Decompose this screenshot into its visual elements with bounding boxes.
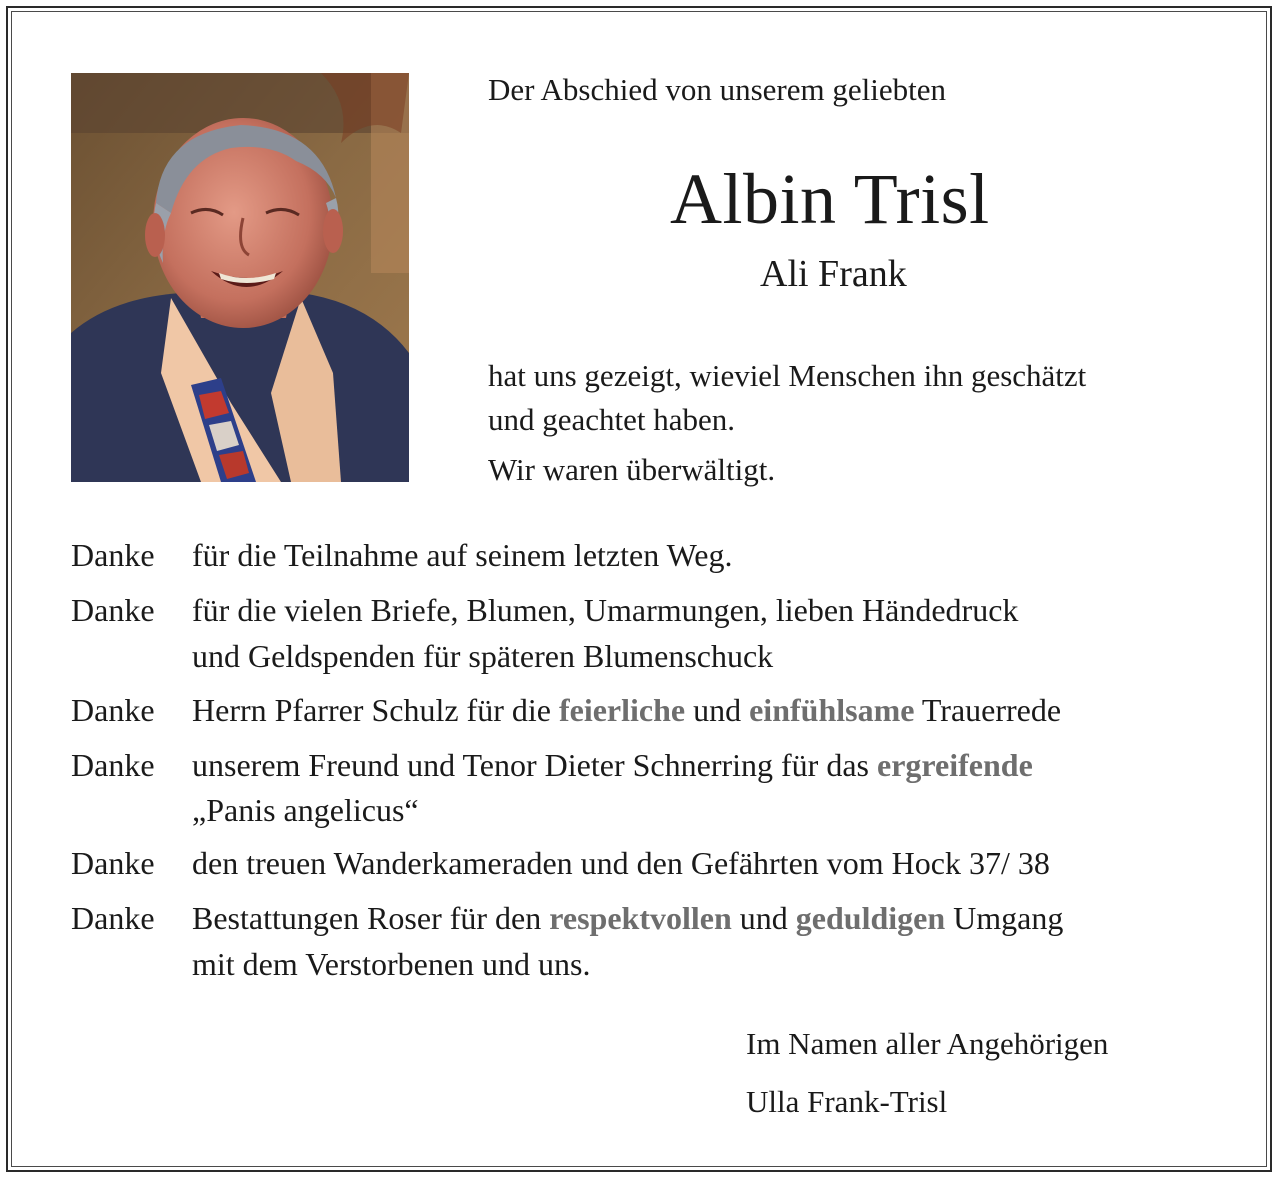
nickname: Ali Frank: [760, 253, 907, 295]
thanks-4-highlight-1: ergreifende: [876, 747, 1033, 783]
deceased-name: Albin Trisl: [670, 159, 990, 239]
danke-label: Danke: [71, 592, 155, 628]
thanks-3-line-1: [192, 692, 1061, 729]
danke-label: Danke: [71, 692, 155, 728]
signature-line-1: Im Namen aller Angehörigen: [746, 1026, 1109, 1061]
thanks-6-text-b: und: [731, 900, 796, 936]
danke-label: Danke: [71, 900, 155, 936]
danke-label: Danke: [71, 845, 155, 881]
thanks-3-highlight-1: feierliche: [558, 692, 686, 728]
message-line-1: hat uns gezeigt, wieviel Menschen ihn geschätzt: [488, 358, 1087, 393]
message-line-3: Wir waren überwältigt.: [488, 452, 776, 487]
intro-line: Der Abschied von unserem geliebten: [488, 72, 946, 107]
message-line-2: und geachtet haben.: [488, 402, 736, 437]
thanks-6-highlight-2: geduldigen: [795, 900, 946, 936]
thanks-3-text-b: und: [685, 692, 750, 728]
thanks-6-text-a: Bestattungen Roser für den: [192, 900, 550, 936]
thanks-4-line-2: „Panis angelicus“: [192, 792, 419, 828]
thanks-6-highlight-1: respektvollen: [549, 900, 732, 936]
thanks-6-text-c: Umgang: [945, 900, 1064, 936]
thanks-3-text-c: Trauerrede: [914, 692, 1062, 728]
thanks-2-line-1: für die vielen Briefe, Blumen, Umarmungen, lieben Händedruck: [192, 592, 1019, 628]
portrait-photo: [71, 73, 409, 482]
thanks-6-line-1: [192, 900, 1063, 937]
thanks-1-line-1: für die Teilnahme auf seinem letzten Weg.: [192, 537, 733, 573]
thanks-6-line-2: mit dem Verstorbenen und uns.: [192, 946, 591, 982]
thanks-2-line-2: und Geldspenden für späteren Blumenschuck: [192, 638, 774, 674]
danke-label: Danke: [71, 537, 155, 573]
thanks-4-line-1: [192, 747, 1033, 784]
signature-name: Ulla Frank-Trisl: [746, 1084, 948, 1119]
thanks-5-line-1: den treuen Wanderkameraden und den Gefährten vom Hock 37/ 38: [192, 845, 1050, 881]
thanks-4-text-a: unserem Freund und Tenor Dieter Schnerring für das: [192, 747, 877, 783]
thanks-3-text-a: Herrn Pfarrer Schulz für die: [192, 692, 559, 728]
danke-label: Danke: [71, 747, 155, 783]
thanks-3-highlight-2: einfühlsame: [749, 692, 915, 728]
